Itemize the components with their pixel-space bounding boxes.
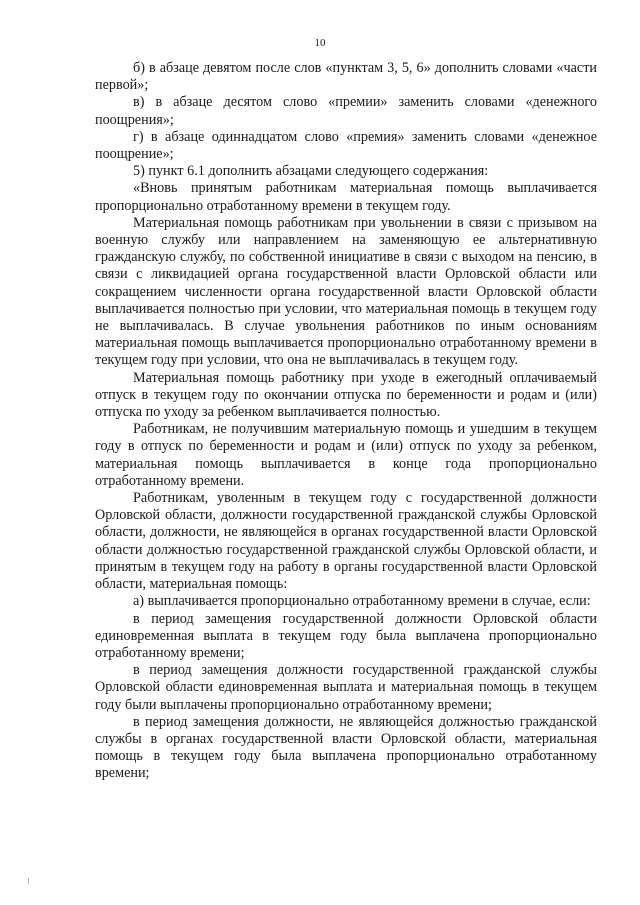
paragraph: в период замещения должности государственной гражданской службы Орловской области единовременная выплата и материальная помощь в текущем году были выплачены пропорционально отработанному времени;: [95, 662, 597, 713]
document-body: [95, 60, 597, 783]
paragraph: «Вновь принятым работникам материальная помощь выплачивается пропорционально отработанному времени в текущем году.: [95, 180, 597, 214]
paragraph: Материальная помощь работнику при уходе в ежегодный оплачиваемый отпуск в текущем году по окончании отпуска по беременности и родам и (или) отпуска по уходу за ребенком выплачивается полностью.: [95, 369, 597, 421]
paragraph: в период замещения должности, не являющейся должностью гражданской службы в органах государственной власти Орловской области, материальная помощь в текущем году была выплачена пропорционально отработанному времени;: [95, 713, 597, 782]
paragraph: Работникам, не получившим материальную помощь и ушедшим в текущем году в отпуск по беременности и родам и (или) отпуск по уходу за ребенком, материальная помощь выплачивается в конце года пропорционально отработанному времени.: [95, 421, 597, 489]
paragraph: б) в абзаце девятом после слов «пунктам 3, 5, 6» дополнить словами «части первой»;: [95, 60, 597, 94]
paragraph: в) в абзаце десятом слово «премии» заменить словами «денежного поощрения»;: [95, 94, 597, 128]
paragraph: 5) пункт 6.1 дополнить абзацами следующего содержания:: [133, 163, 489, 180]
page-number: 10: [314, 37, 326, 49]
paragraph: в период замещения государственной должности Орловской области единовременная выплата в текущем году была выплачена пропорционально отработанному времени;: [95, 610, 597, 661]
paragraph: г) в абзаце одиннадцатом слово «премия» заменить словами «денежное поощрение»;: [95, 128, 597, 163]
scan-mark: [28, 878, 29, 884]
paragraph: а) выплачивается пропорционально отработанному времени в случае, если:: [133, 593, 591, 610]
paragraph: Работникам, уволенным в текущем году с государственной должности Орловской области, должности государственной гражданской службы Орловской области, должности, не являющейся в органах государственной власти Орловской области должностью государственной гражданской службы Орловской области, и принятым в текущем году на работу в органы государственной власти Орловской области, материальная помощь:: [95, 490, 597, 593]
paragraph: Материальная помощь работникам при увольнении в связи с призывом на военную службу или направлением на заменяющую ее альтернативную гражданскую службу, по собственной инициативе в связи с выходом на пенсию, в связи с ликвидацией органа государственной власти Орловской области или сокращением численности органа государственной власти Орловской области выплачивается полностью при условии, что материальная помощь в текущем году не выплачивалась. В случае увольнения работников по иным основаниям материальная помощь выплачивается пропорционально отработанному времени в текущем году при условии, что она не выплачивалась в текущем году.: [95, 214, 597, 369]
